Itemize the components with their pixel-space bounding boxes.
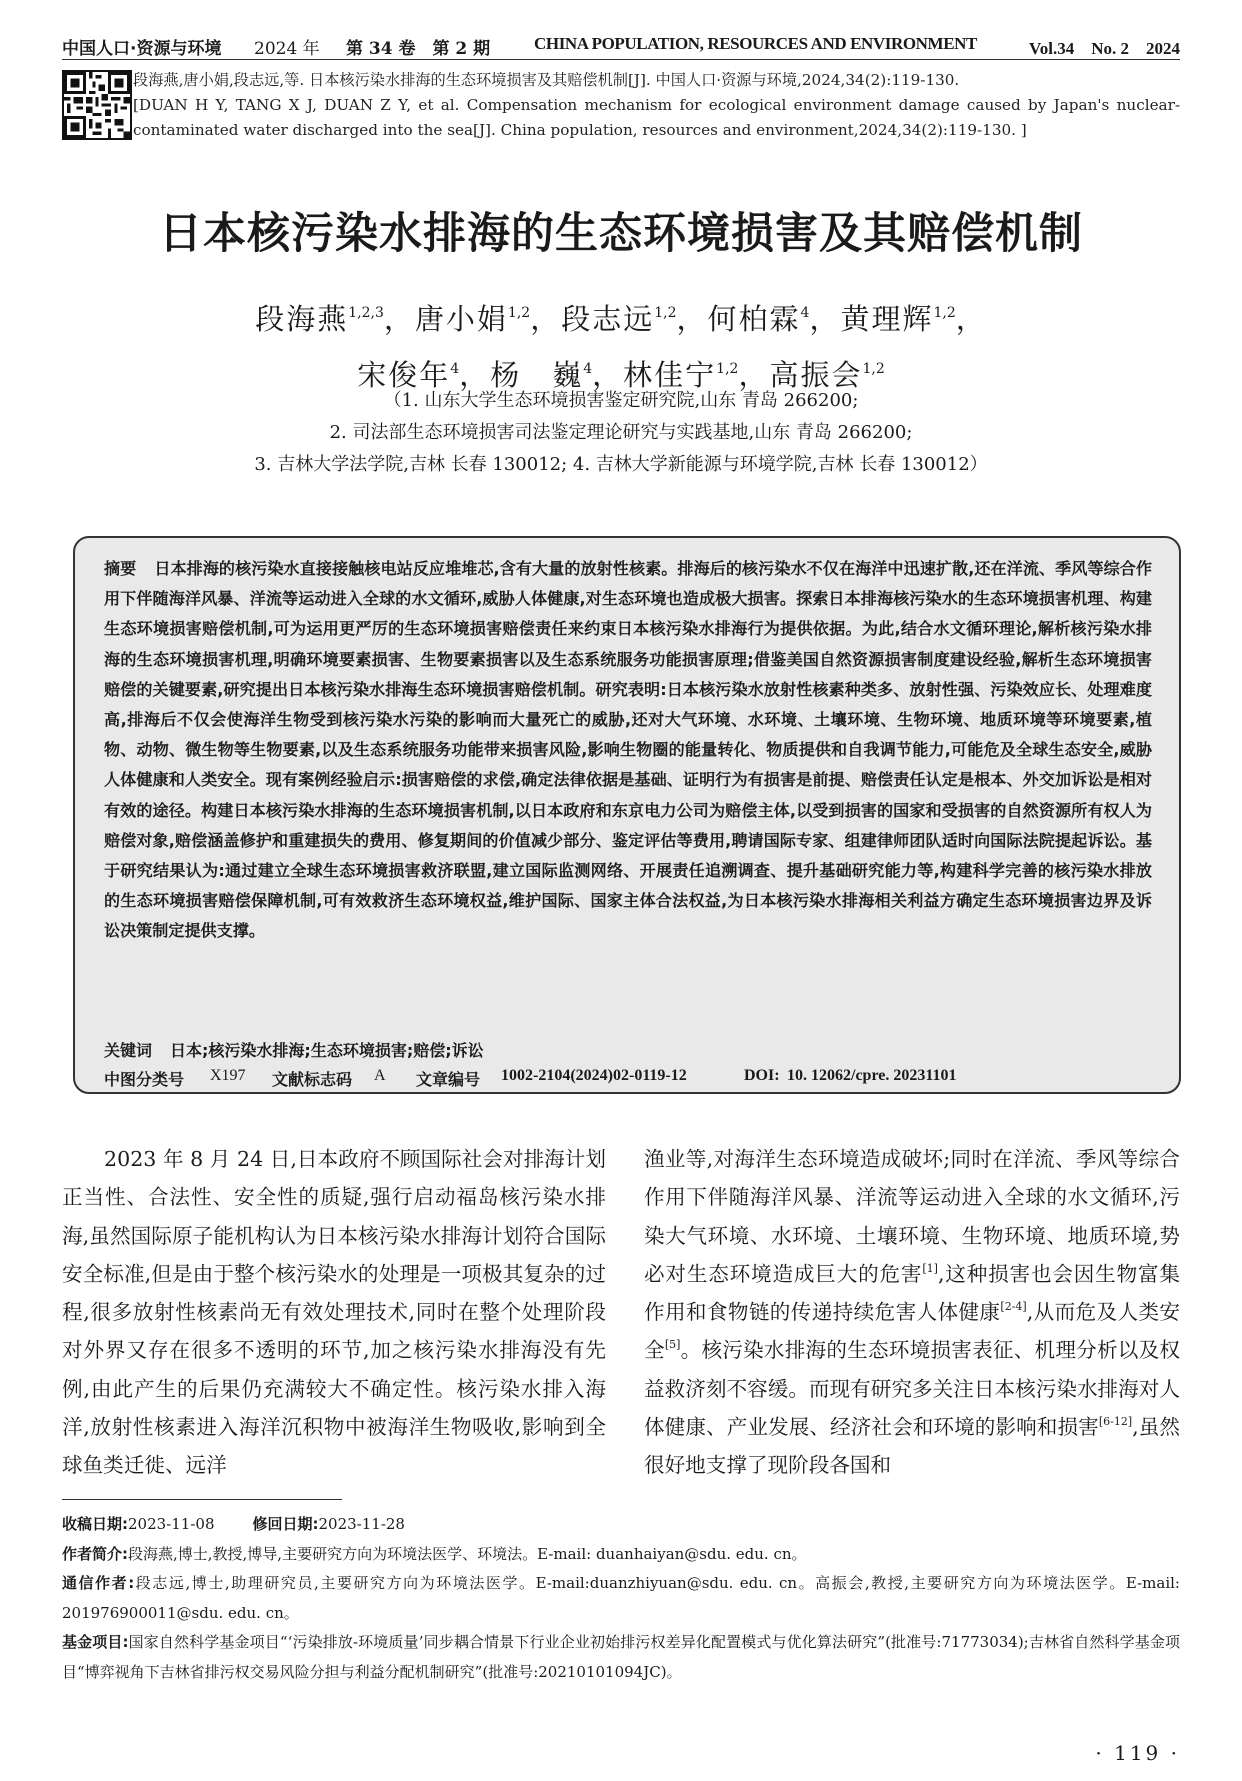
corresponding-author-text: 段志远,博士,助理研究员,主要研究方向为环境法医学。E-mail:duanzhiyuan@sdu. edu. cn。高振会,教授,主要研究方向为环境法医学。E-mail: 201976900011@sdu. edu. cn。 <box>62 1574 1180 1622</box>
body-column-left: 2023 年 8 月 24 日,日本政府不顾国际社会对排海计划正当性、合法性、安全性的质疑,强行启动福岛核污染水排海,虽然国际原子能机构认为日本核污染水排海计划符合国际安全标准,但是由于整个核污染水的处理是一项极其复杂的过程,很多放射性核素尚无有效处理技术,同时在整个处理阶段对外界又存在很多不透明的环节,加之核污染水排海没有先例,由此产生的后果仍充满较大不确定性。核污染水排入海洋,放射性核素进入海洋沉积物中被海洋生物吸收,影响到全球鱼类迁徙、远洋 <box>62 1147 606 1478</box>
doc-code-value: A <box>374 1067 386 1084</box>
author-name: 段志远 <box>561 302 655 336</box>
funding-note <box>62 1628 1180 1687</box>
article-number-label: 文章编号 <box>416 1070 481 1089</box>
revised-label: 修回日期: <box>252 1515 319 1533</box>
abstract <box>104 554 1152 947</box>
author-affiliation-mark: 1,2 <box>716 361 739 377</box>
doc-code-label: 文献标志码 <box>272 1070 353 1089</box>
author-line-2: 宋俊年$^4$，杨 巍$^4$，林佳宁$^{1,2}$，高振会$^{1,2}$ <box>357 358 885 392</box>
citation-block <box>133 68 1180 143</box>
citation-ref[interactable]: [6-12] <box>1098 1415 1133 1429</box>
funding-label: 基金项目: <box>62 1633 129 1651</box>
author-bio-note <box>62 1540 1180 1570</box>
running-header <box>62 34 1180 59</box>
received-label: 收稿日期: <box>62 1515 128 1533</box>
header-divider <box>62 59 1180 60</box>
journal-name-en: CHINA POPULATION, RESOURCES AND ENVIRONMENT <box>534 34 977 53</box>
author-name: 黄理辉 <box>840 302 934 336</box>
citation-ref[interactable]: [1] <box>922 1261 938 1275</box>
footnotes <box>62 1510 1180 1687</box>
author-bio-label: 作者简介: <box>62 1544 128 1563</box>
qr-code-icon <box>62 70 132 140</box>
abstract-label: 摘要 <box>104 559 137 578</box>
journal-name-cn: 中国人口·资源与环境 <box>62 39 222 59</box>
doi-label: DOI: <box>744 1067 780 1084</box>
author-affiliation-mark: 4 <box>800 305 810 321</box>
body-text: ,这种损害也会因生物富集作用和食物链的传递持续危害人体健康 <box>644 1261 1181 1325</box>
received-date: 2023-11-08 <box>128 1515 215 1533</box>
author-line-1: 段海燕$^{1,2,3}$，唐小娟$^{1,2}$，段志远$^{1,2}$，何柏霖$^4$，黄理辉$^{1,2}$， <box>255 302 987 336</box>
keywords-text: 日本;核污染水排海;生态环境损害;赔偿;诉讼 <box>170 1041 484 1060</box>
affiliation-line: 2. 司法部生态环境损害司法鉴定理论研究与实践基地,山东 青岛 266200; <box>329 422 913 443</box>
footnote-divider <box>62 1499 342 1500</box>
affiliation-line: （1. 山东大学生态环境损害鉴定研究院,山东 青岛 266200; <box>383 390 859 411</box>
author-name: 林佳宁 <box>623 358 717 392</box>
author-list <box>0 288 1242 400</box>
author-affiliation-mark: 1,2 <box>507 305 531 321</box>
dates-note <box>62 1510 1180 1540</box>
keywords <box>104 1038 1152 1061</box>
clc-label: 中图分类号 <box>104 1070 185 1089</box>
issue-volume-cn: 第 34 卷 第 2 期 <box>346 39 491 59</box>
body-text: 。核污染水排海的生态环境损害表征、机理分析以及权益救济刻不容缓。而现有研究多关注日本核污染水排海对人体健康、产业发展、经济社会和环境的影响和损害 <box>644 1338 1181 1440</box>
issue-volume-en: Vol.34 No. 2 2024 <box>1029 39 1180 58</box>
author-name: 杨 巍 <box>490 358 584 392</box>
issue-year-cn: 2024 年 <box>254 39 320 59</box>
author-name: 高振会 <box>769 358 863 392</box>
funding-text: 国家自然科学基金项目“‘污染排放-环境质量’同步耦合情景下行业企业初始排污权差异化配置模式与优化算法研究”(批准号:71773034);吉林省自然科学基金项目“博弈视角下吉林省排污权交易风险分担与利益分配机制研究”(批准号:20210101094JC)。 <box>62 1633 1181 1681</box>
article-number-value: 1002-2104(2024)02-0119-12 <box>501 1067 687 1084</box>
author-name: 何柏霖 <box>707 302 801 336</box>
author-name: 段海燕 <box>255 302 349 336</box>
affiliation-line: 3. 吉林大学法学院,吉林 长春 130012; 4. 吉林大学新能源与环境学院,吉林 长春 130012） <box>254 454 988 475</box>
page-number: · 119 · <box>1095 1741 1180 1765</box>
corresponding-author-label: 通信作者: <box>62 1574 135 1592</box>
author-name: 唐小娟 <box>414 302 508 336</box>
author-affiliation-mark: 1,2 <box>654 305 677 321</box>
author-name: 宋俊年 <box>357 358 451 392</box>
author-affiliation-mark: 1,2 <box>862 361 885 377</box>
citation-en: [DUAN H Y, TANG X J, DUAN Z Y, et al. Compensation mechanism for ecological environment damage caused by Japan's nuclear-contaminated water discharged into the sea[J]. China population, resources and environment,2024,34(2):119-130. ] <box>133 96 1180 139</box>
abstract-text: 日本排海的核污染水直接接触核电站反应堆堆芯,含有大量的放射性核素。排海后的核污染水不仅在海洋中迅速扩散,还在洋流、季风等综合作用下伴随海洋风暴、洋流等运动进入全球的水文循环,威胁人体健康,对生态环境也造成极大损害。探索日本排海核污染水的生态环境损害机理、构建生态环境损害赔偿机制,可为运用更严厉的生态环境损害赔偿责任来约束日本核污染水排海行为提供依据。为此,结合水文循环理论,解析核污染水排海的生态环境损害机理,明确环境要素损害、生物要素损害以及生态系统服务功能损害原理;借鉴美国自然资源损害制度建设经验,解析生态环境损害赔偿的关键要素,研究提出日本核污染水排海生态环境损害赔偿机制。研究表明:日本核污染水放射性核素种类多、放射性强、污染效应长、处理难度高,排海后不仅会使海洋生物受到核污染水污染的影响而大量死亡的威胁,还对大气环境、水环境、土壤环境、生物环境、地质环境等环境要素,植物、动物、微生物等生物要素,以及生态系统服务功能带来损害风险,影响生物圈的能量转化、物质提供和自我调节能力,可能危及全球生态安全,威胁人体健康和人类安全。现有案例经验启示:损害赔偿的求偿,确定法律依据是基础、证明行为有损害是前提、赔偿责任认定是根本、外交加诉讼是相对有效的途径。构建日本核污染水排海的生态环境损害机制,以日本政府和东京电力公司为赔偿主体,以受到损害的国家和受损害的自然资源所有权人为赔偿对象,赔偿涵盖修护和重建损失的费用、修复期间的价值减少部分、鉴定评估等费用,聘请国际专家、组建律师团队适时向国际法院提起诉讼。基于研究结果认为:通过建立全球生态环境损害救济联盟,建立国际监测网络、开展责任追溯调查、提升基础研究能力等,构建科学完善的核污染水排放的生态环境损害赔偿保障机制,可有效救济生态环境权益,维护国际、国家主体合法权益,为日本核污染水排海相关利益方确定生态环境损害边界及诉讼决策制定提供支撑。 <box>104 559 1152 941</box>
body-text: ,虽然很好地支撑了现阶段各国和 <box>644 1415 1181 1478</box>
author-affiliation-mark: 1,2,3 <box>348 305 384 321</box>
body-text: ,从而危及人类安全 <box>644 1300 1181 1363</box>
body-column-right <box>644 1140 1180 1485</box>
corresponding-author-note <box>62 1569 1180 1628</box>
body-text: 渔业等,对海洋生态环境造成破坏;同时在洋流、季风等综合作用下伴随海洋风暴、洋流等运动进入全球的水文循环,污染大气环境、水环境、土壤环境、生物环境、地质环境,势必对生态环境造成巨大的危害 <box>644 1147 1180 1286</box>
paper-title: 日本核污染水排海的生态环境损害及其赔偿机制 <box>159 209 1083 259</box>
clc-value: X197 <box>210 1067 246 1084</box>
revised-date: 2023-11-28 <box>318 1515 405 1533</box>
author-bio-text: 段海燕,博士,教授,博导,主要研究方向为环境法医学、环境法。E-mail: duanhaiyan@sdu. edu. cn。 <box>128 1544 807 1563</box>
author-affiliation-mark: 4 <box>583 361 593 377</box>
author-affiliation-mark: 4 <box>450 361 460 377</box>
author-affiliation-mark: 1,2 <box>933 305 956 321</box>
doi-value: 10. 12062/cpre. 20231101 <box>787 1067 957 1084</box>
keywords-label: 关键词 <box>104 1041 153 1060</box>
citation-ref[interactable]: [5] <box>664 1338 681 1352</box>
affiliations <box>0 385 1242 481</box>
citation-ref[interactable]: [2-4] <box>1000 1300 1027 1314</box>
citation-cn: 段海燕,唐小娟,段志远,等. 日本核污染水排海的生态环境损害及其赔偿机制[J]. 中国人口·资源与环境,2024,34(2):119-130. <box>133 71 960 89</box>
